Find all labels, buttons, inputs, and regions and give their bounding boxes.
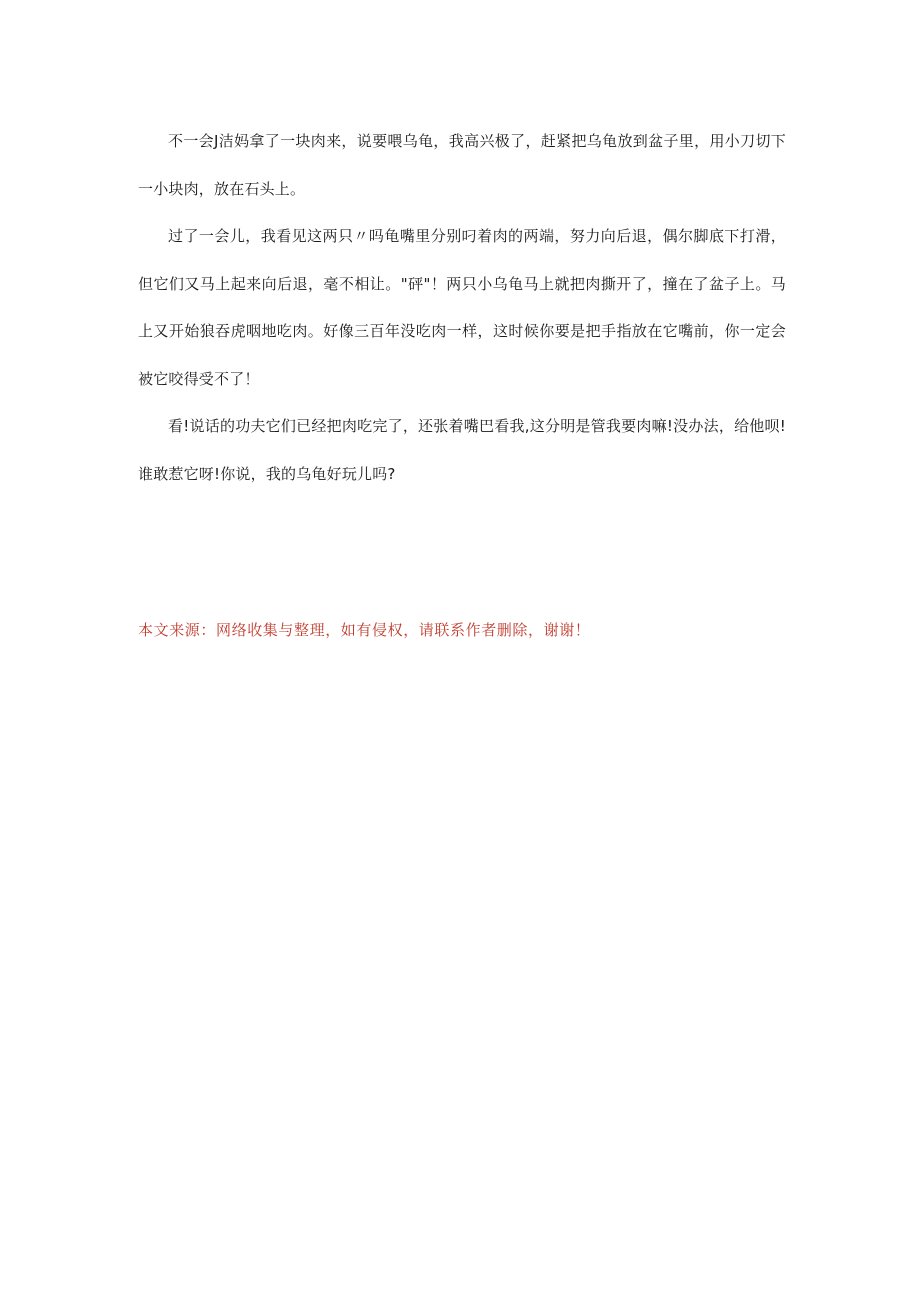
source-disclaimer: 本文来源：网络收集与整理，如有侵权，请联系作者删除，谢谢！	[138, 621, 591, 639]
article-body	[138, 118, 786, 498]
paragraph-2: 过了一会儿，我看见这两只〃吗龟嘴里分别叼着肉的两端，努力向后退，偶尔脚底下打滑，但它们又马上起来向后退，毫不相让。"砰"！两只小乌龟马上就把肉撕开了，撞在了盆子上。马上又开始狼吞虎咽地吃肉。好像三百年没吃肉一样，这时候你要是把手指放在它嘴前，你一定会被它咬得受不了！	[138, 227, 786, 388]
paragraph-3: 看!说话的功夫它们已经把肉吃完了，还张着嘴巴看我,这分明是管我要肉嘛!没办法，给他呗!谁敢惹它呀!你说，我的乌龟好玩儿吗?	[138, 417, 786, 483]
paragraph-1: 不一会J洁妈拿了一块肉来，说要喂乌龟，我高兴极了，赶紧把乌龟放到盆子里，用小刀切下一小块肉，放在石头上。	[138, 132, 786, 198]
